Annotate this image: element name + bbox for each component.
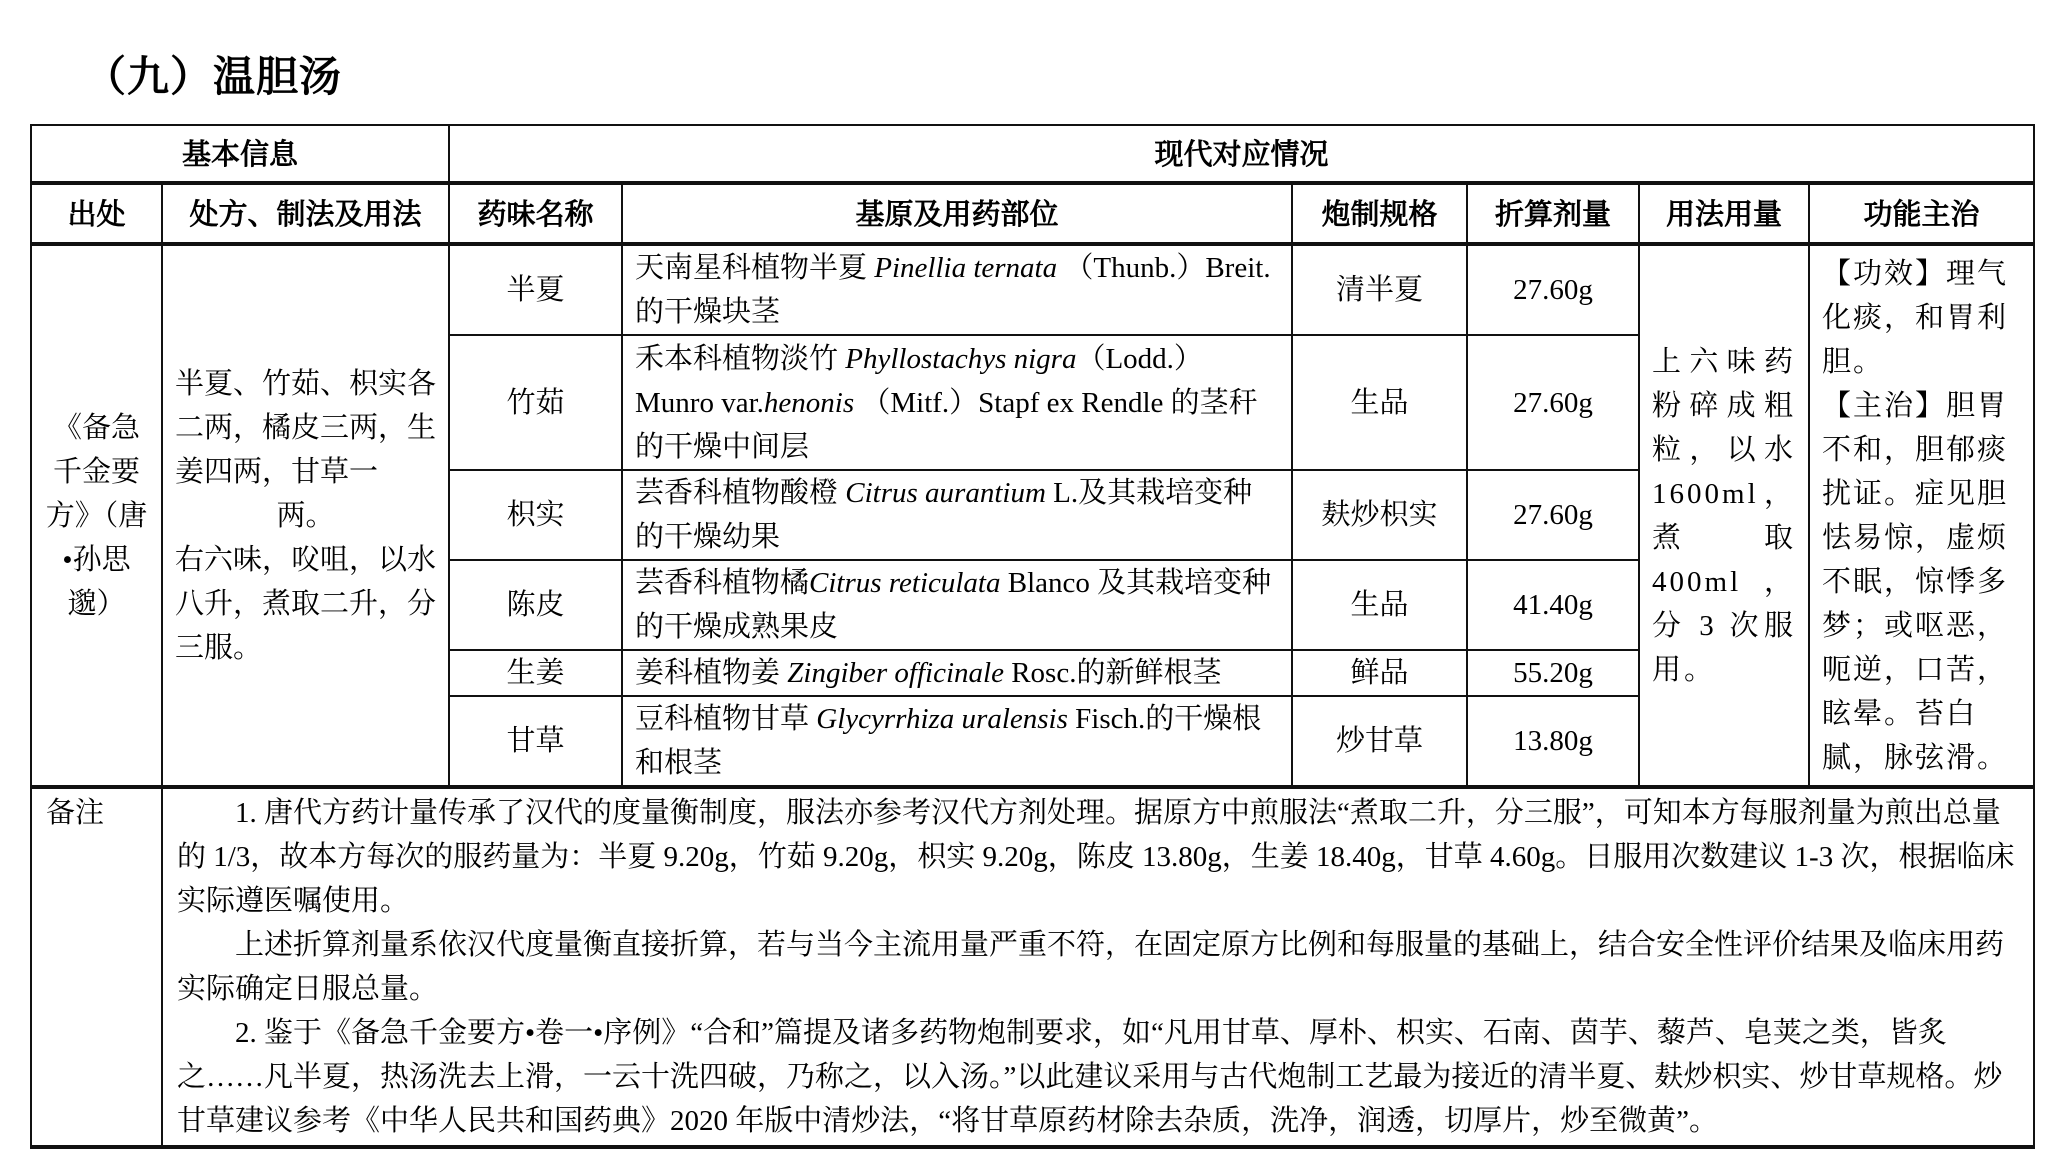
herb-origin: 芸香科植物酸橙 Citrus aurantium L.及其栽培变种的干燥幼果 xyxy=(622,470,1292,560)
herb-dose: 41.40g xyxy=(1467,560,1639,650)
header-modern-correspondence: 现代对应情况 xyxy=(449,125,2034,183)
herb-processing: 炒甘草 xyxy=(1292,696,1467,787)
recipe-cell xyxy=(162,244,449,787)
herb-dose: 27.60g xyxy=(1467,244,1639,335)
herb-origin: 天南星科植物半夏 Pinellia ternata （Thunb.）Breit.的干燥块茎 xyxy=(622,244,1292,335)
recipe-line-2: 两。 xyxy=(276,499,335,532)
herb-name: 竹茹 xyxy=(449,335,622,470)
herb-dose: 13.80g xyxy=(1467,696,1639,787)
herb-processing: 鲜品 xyxy=(1292,650,1467,696)
herb-origin: 禾本科植物淡竹 Phyllostachys nigra（Lodd.）Munro var.henonis （Mitf.）Stapf ex Rendle 的茎秆的干燥中间层 xyxy=(622,335,1292,470)
notes-label: 备注 xyxy=(31,787,162,1147)
page-title: （九）温胆汤 xyxy=(84,52,343,101)
header-recipe: 处方、制法及用法 xyxy=(162,183,449,244)
header-basic-info: 基本信息 xyxy=(31,125,449,183)
header-herb-name: 药味名称 xyxy=(449,183,622,244)
herb-name: 陈皮 xyxy=(449,560,622,650)
herb-dose: 55.20g xyxy=(1467,650,1639,696)
notes-content xyxy=(162,787,2034,1147)
function-indication: 【主治】胆胃不和，胆郁痰扰证。症见胆怯易惊，虚烦不眠，惊悸多梦；或呕恶，呃逆，口苦，眩晕。苔白腻，脉弦滑。 xyxy=(1822,389,2009,774)
header-source: 出处 xyxy=(31,183,162,244)
usage-cell: 上六味药粉碎成粗粒，以水1600ml，煮取400ml，分 3 次服用。 xyxy=(1639,244,1809,787)
herb-name: 甘草 xyxy=(449,696,622,787)
formula-table xyxy=(30,124,2035,1149)
herb-processing: 生品 xyxy=(1292,335,1467,470)
notes-paragraph-1: 1. 唐代方药计量传承了汉代的度量衡制度，服法亦参考汉代方剂处理。据原方中煎服法“煮取二升，分三服”，可知本方每服剂量为煎出总量的 1/3，故本方每次的服药量为：半夏 9.20g，竹茹 9.20g，枳实 9.20g，陈皮 13.80g，生姜 18.40g，甘草 4.60g。日服用次数建议 1-3 次，根据临床实际遵医嘱使用。 xyxy=(177,797,2015,917)
herb-processing: 生品 xyxy=(1292,560,1467,650)
table-row xyxy=(31,244,2034,335)
notes-paragraph-2: 上述折算剂量系依汉代度量衡直接折算，若与当今主流用量严重不符，在固定原方比例和每服量的基础上，结合安全性评价结果及临床用药实际确定日服总量。 xyxy=(177,929,2005,1005)
herb-dose: 27.60g xyxy=(1467,335,1639,470)
herb-processing: 清半夏 xyxy=(1292,244,1467,335)
herb-origin: 豆科植物甘草 Glycyrrhiza uralensis Fisch.的干燥根和根茎 xyxy=(622,696,1292,787)
herb-origin: 姜科植物姜 Zingiber officinale Rosc.的新鲜根茎 xyxy=(622,650,1292,696)
herb-name: 半夏 xyxy=(449,244,622,335)
recipe-line-1: 半夏、竹茹、枳实各二两，橘皮三两，生姜四两，甘草一 xyxy=(175,367,437,488)
header-usage: 用法用量 xyxy=(1639,183,1809,244)
notes-row xyxy=(31,787,2034,1147)
source-cell: 《备急千金要方》（唐•孙思邈） xyxy=(31,244,162,787)
herb-origin: 芸香科植物橘Citrus reticulata Blanco 及其栽培变种的干燥成熟果皮 xyxy=(622,560,1292,650)
header-origin: 基原及用药部位 xyxy=(622,183,1292,244)
herb-processing: 麸炒枳实 xyxy=(1292,470,1467,560)
herb-name: 枳实 xyxy=(449,470,622,560)
herb-name: 生姜 xyxy=(449,650,622,696)
function-cell xyxy=(1809,244,2034,787)
header-processing: 炮制规格 xyxy=(1292,183,1467,244)
header-function: 功能主治 xyxy=(1809,183,2034,244)
header-dose: 折算剂量 xyxy=(1467,183,1639,244)
function-efficacy: 【功效】理气化痰，和胃利胆。 xyxy=(1822,257,2009,378)
herb-dose: 27.60g xyxy=(1467,470,1639,560)
notes-paragraph-3: 2. 鉴于《备急千金要方•卷一•序例》“合和”篇提及诸多药物炮制要求，如“凡用甘草、厚朴、枳实、石南、茵芋、藜芦、皂荚之类，皆炙之……凡半夏，热汤洗去上滑，一云十洗四破，乃称之，以入汤。”以此建议采用与古代炮制工艺最为接近的清半夏、麸炒枳实、炒甘草规格。炒甘草建议参考《中华人民共和国药典》2020 年版中清炒法，“将甘草原药材除去杂质，洗净，润透，切厚片，炒至微黄”。 xyxy=(177,1017,2003,1137)
recipe-line-3: 右六味，㕮咀，以水八升，煮取二升，分三服。 xyxy=(175,543,437,664)
